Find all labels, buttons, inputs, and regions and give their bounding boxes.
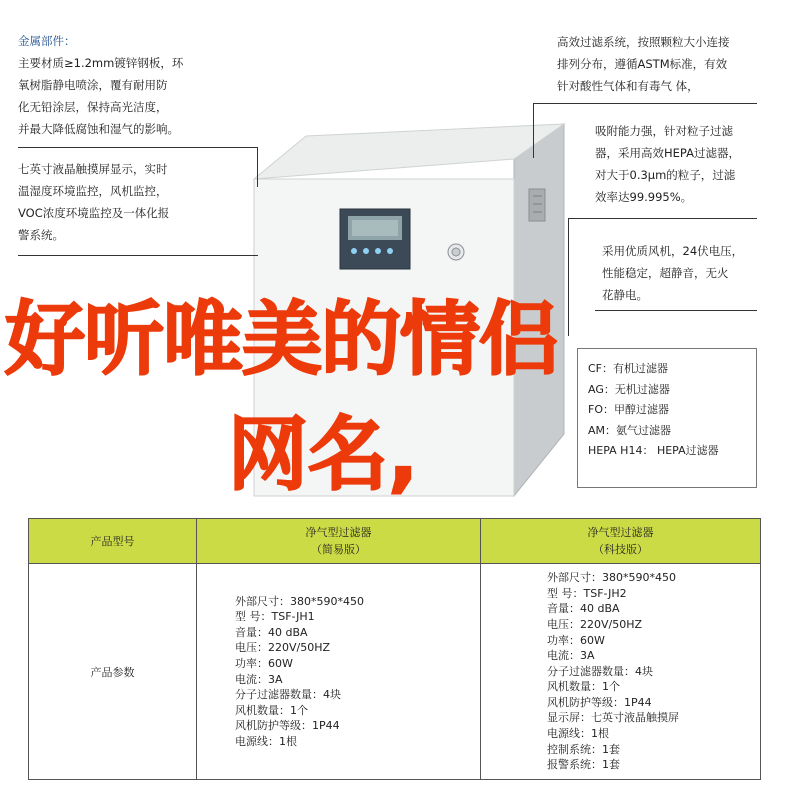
spec-line: 电流：3A (235, 672, 283, 686)
table-header-row (29, 519, 761, 564)
connector-line (568, 218, 569, 336)
note-line: 排列分布，遵循ASTM标准，有效 (557, 57, 728, 71)
spec-line: 型 号：TSF-JH1 (235, 610, 315, 624)
spec-line: 电源线：1根 (547, 727, 609, 741)
spec-line: 分子过滤器数量：4块 (547, 664, 653, 678)
header-simple-title: 净气型过滤器 (305, 526, 372, 539)
spec-line: 报警系统：1套 (547, 758, 620, 772)
spec-line: 电压：220V/50HZ (547, 617, 643, 631)
note-line: VOC浓度环境监控及一体化报 (18, 206, 170, 220)
filter-item: AM：氨气过滤器 (588, 423, 672, 437)
note-line: 温湿度环境监控，风机监控， (18, 184, 168, 198)
control-panel (340, 209, 410, 269)
header-simple (197, 519, 481, 564)
connector-line (568, 218, 757, 219)
spec-table (28, 518, 761, 780)
header-tech (481, 519, 761, 564)
connector-line (533, 103, 534, 158)
spec-line: 风机数量：1个 (547, 680, 620, 694)
overlay-title-line2: 网名, (228, 408, 419, 501)
header-tech-sub: （科技版） (593, 543, 648, 556)
note-line: 警系统。 (18, 228, 64, 242)
filter-item: FO：甲醇过滤器 (588, 403, 669, 416)
spec-line: 电流：3A (547, 649, 595, 663)
connector-line (533, 103, 757, 104)
connector-line (18, 255, 258, 256)
tech-specs-cell (481, 564, 761, 780)
adsorption-note (595, 120, 740, 208)
filter-item: HEPA H14： HEPA过滤器 (588, 444, 719, 457)
connector-line (18, 147, 258, 148)
header-tech-title: 净气型过滤器 (587, 526, 654, 539)
note-line: 花静电。 (602, 288, 648, 302)
spec-line: 风机防护等级：1P44 (235, 719, 340, 733)
spec-line: 外部尺寸：380*590*450 (547, 571, 676, 585)
note-line: 并最大降低腐蚀和湿气的影响。 (18, 122, 179, 136)
spec-line: 音量：40 dBA (235, 625, 308, 639)
power-button-icon (448, 244, 464, 260)
fan-note (602, 240, 743, 306)
lcd-note (18, 158, 169, 246)
filter-item: CF：有机过滤器 (588, 362, 669, 375)
header-model: 产品型号 (29, 519, 197, 564)
overlay-title-line1: 好听唯美的情侣 (5, 293, 558, 386)
note-line: 七英寸液晶触摸屏显示，实时 (18, 162, 168, 176)
note-line: 吸附能力强，针对粒子过滤 (595, 124, 733, 138)
note-line: 主要材质≥1.2mm镀锌钢板，环 (18, 56, 184, 70)
note-line: 高效过滤系统，按照颗粒大小连接 (557, 35, 730, 49)
spec-line: 电压：220V/50HZ (235, 641, 331, 655)
connector-line (595, 310, 757, 311)
connector-line (257, 147, 258, 187)
spec-line: 外部尺寸：380*590*450 (235, 594, 364, 608)
note-line: 采用优质风机，24伏电压， (602, 244, 744, 258)
header-simple-sub: （简易版） (311, 543, 366, 556)
note-line: 器，采用高效HEPA过滤器， (595, 146, 740, 160)
spec-line: 型 号：TSF-JH2 (547, 586, 627, 600)
spec-line: 功率：60W (547, 633, 605, 647)
spec-line: 音量：40 dBA (547, 602, 620, 616)
spec-line: 控制系统：1套 (547, 742, 620, 756)
spec-line: 功率：60W (235, 656, 293, 670)
note-line: 对大于0.3μm的粒子，过滤 (595, 168, 736, 182)
spec-line: 电源线：1根 (235, 734, 297, 748)
row-label: 产品参数 (29, 564, 197, 780)
filter-item: AG：无机过滤器 (588, 382, 670, 396)
note-line: 针对酸性气体和有毒气 体， (557, 79, 699, 93)
filter-system-note (557, 31, 730, 97)
note-line: 效率达99.995%。 (595, 190, 693, 204)
filter-list-box (577, 348, 757, 488)
spec-line: 风机防护等级：1P44 (547, 695, 652, 709)
note-line: 氧树脂静电喷涂，覆有耐用防 (18, 78, 168, 92)
simple-specs-cell (197, 564, 481, 780)
spec-line: 分子过滤器数量：4块 (235, 688, 341, 702)
spec-line: 显示屏：七英寸液晶触摸屏 (547, 711, 679, 725)
note-line: 性能稳定，超静音，无火 (602, 266, 729, 280)
note-line: 化无铅涂层，保持高光洁度， (18, 100, 168, 114)
metal-parts-heading: 金属部件： (18, 34, 76, 48)
metal-parts-note (18, 30, 183, 140)
spec-line: 风机数量：1个 (235, 703, 308, 717)
table-row (29, 564, 761, 780)
